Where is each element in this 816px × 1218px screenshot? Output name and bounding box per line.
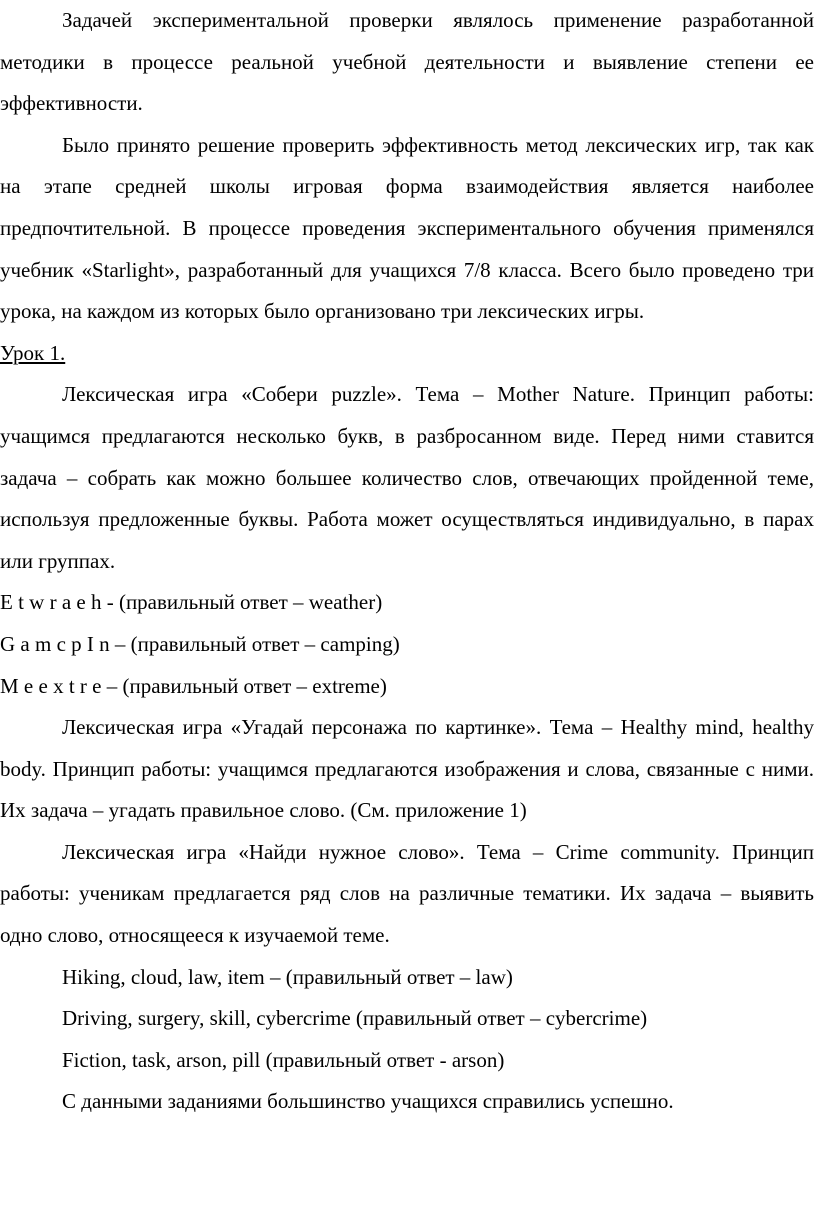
puzzle-example-3: M e e x t r e – (правильный ответ – extreme) <box>0 673 387 698</box>
paragraph-game-character: Лексическая игра «Угадай персонажа по картинке». Тема – Healthy mind, healthy body. Принцип работы: учащимся предлагаются изображения и слова, связанные с ними. Их задача – угадать правильное слово. (См. приложение 1) <box>0 715 814 823</box>
word-example-2: Driving, surgery, skill, cybercrime (правильный ответ – cybercrime) <box>62 1006 648 1031</box>
word-example-1: Hiking, cloud, law, item – (правильный ответ – law) <box>62 964 513 989</box>
paragraph-game-word: Лексическая игра «Найди нужное слово». Тема – Crime community. Принцип работы: ученикам предлагается ряд слов на различные тематики. Их задача – выявить одно слово, относящееся к изучаемой теме. <box>0 839 814 948</box>
lesson-heading <box>0 333 816 375</box>
puzzle-example-2: G a m c p I n – (правильный ответ – camping) <box>0 631 400 656</box>
paragraph-decision: Было принято решение проверить эффективность метод лексических игр, так как на этапе средней школы игровая форма взаимодействия является наиболее предпочтительной. В процессе проведения экспериментального обучения применялся учебник «Starlight», разработанный для учащихся 7/8 класса. Всего было проведено три урока, на каждом из которых было организовано три лексических игры. <box>0 132 814 324</box>
puzzle-example-1: E t w r a e h - (правильный ответ – weather) <box>0 590 383 615</box>
word-example-3: Fiction, task, arson, pill (правильный ответ - arson) <box>62 1047 505 1072</box>
paragraph-conclusion: С данными заданиями большинство учащихся справились успешно. <box>62 1089 674 1114</box>
paragraph-game-puzzle: Лексическая игра «Собери puzzle». Тема – Mother Nature. Принцип работы: учащимся предлагаются несколько букв, в разбросанном виде. Перед ними ставится задача – собрать как можно большее количество слов, отвечающих пройденной теме, используя предложенные буквы. Работа может осуществляться индивидуально, в парах или группах. <box>0 382 814 573</box>
paragraph-intro: Задачей экспериментальной проверки являлось применение разработанной методики в процессе реальной учебной деятельности и выявление степени ее эффективности. <box>0 8 814 116</box>
lesson-heading-text: Урок 1. <box>0 340 66 365</box>
